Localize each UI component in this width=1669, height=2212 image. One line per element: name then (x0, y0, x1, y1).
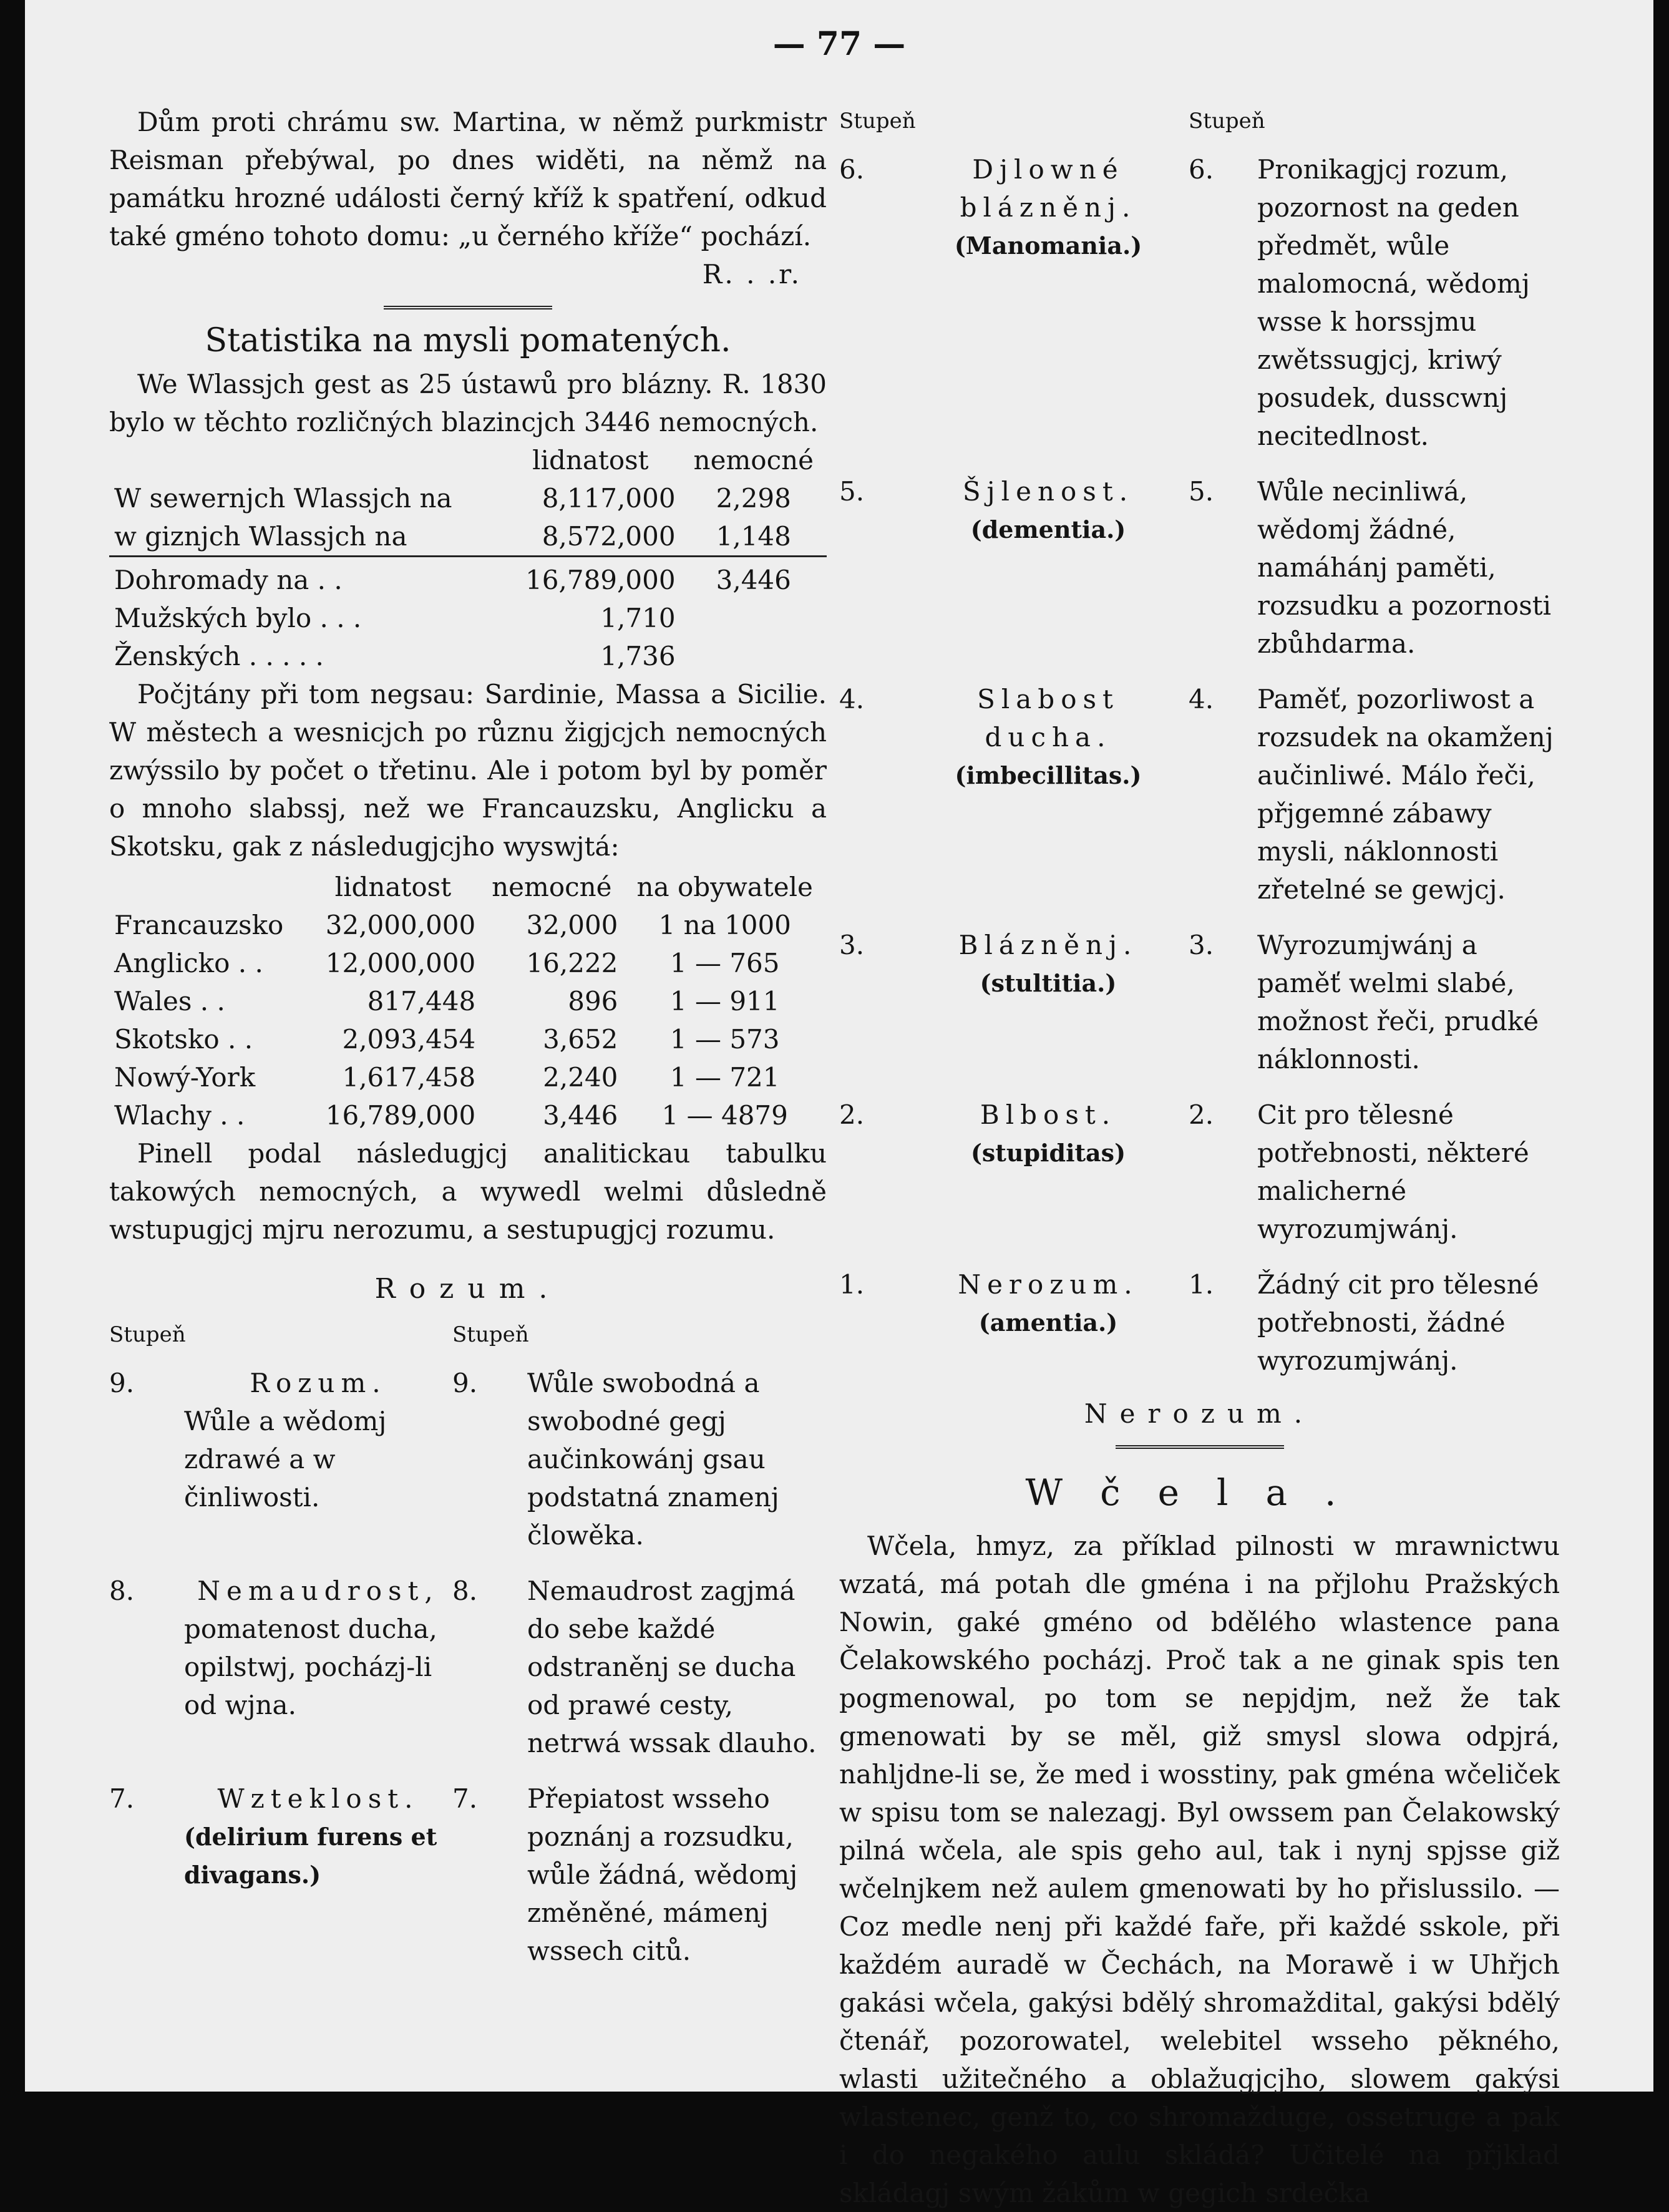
table-cell: Mužských bylo . . . (114, 603, 362, 633)
table-header-row (109, 441, 827, 479)
grade-name: Nerozum. (958, 1269, 1139, 1300)
table-cell: 1 — 4879 (661, 1100, 788, 1131)
grade-number: 3. (839, 930, 865, 960)
right-column (839, 103, 1560, 2212)
grade-row (839, 1096, 1560, 1248)
table-row (109, 517, 827, 557)
grade-label: Stupeň (109, 1322, 186, 1347)
grade-latin: (Manomania.) (954, 231, 1142, 260)
table-header-cell: lidnatost (334, 872, 452, 902)
table-row (109, 637, 827, 675)
pinell-paragraph: Pinell podal následugjcj analitickau tabulku takowých nemocných, a wywedl welmi důsledně wstupugjcj mjru nerozumu, a sestupugjcj rozumu. (109, 1138, 827, 1245)
table-cell: 8,117,000 (542, 483, 676, 514)
table-cell: 1 — 721 (669, 1062, 780, 1093)
table-cell: 1 — 911 (669, 986, 780, 1016)
grade-number: 1. (1189, 1269, 1214, 1300)
table-cell: 8,572,000 (542, 521, 676, 552)
grade-number: 5. (1189, 476, 1214, 507)
table-cell: 16,789,000 (325, 1100, 476, 1131)
grade-number: 5. (839, 476, 865, 507)
table-cell: 32,000,000 (325, 910, 476, 940)
grade-latin: (dementia.) (970, 515, 1126, 543)
grade-description: Paměť, pozorliwost a rozsudek na okamženj aučinliwé. Málo řeči, přjgemné zábawy mysli, náklonnosti zřetelné se gewjcj. (1257, 684, 1554, 905)
grade-name: Wzteklost. (217, 1783, 419, 1814)
table-cell: Francauzsko (114, 910, 284, 940)
section-divider (384, 306, 552, 309)
grade-description: Cit pro tělesné potřebnosti, některé malicherné wyrozumjwánj. (1257, 1099, 1529, 1244)
grade-column-headers (109, 1323, 827, 1347)
grade-name-cell (184, 1572, 452, 1762)
grade-number: 6. (839, 154, 865, 185)
grade-number: 9. (452, 1368, 478, 1398)
grade-name: Nemaudrost, (197, 1576, 439, 1606)
table-cell: 12,000,000 (325, 948, 476, 978)
grade-label: Stupeň (1189, 109, 1265, 134)
table-cell: 1,617,458 (342, 1062, 476, 1093)
table-cell: 1 — 573 (669, 1024, 780, 1055)
grade-row (839, 926, 1560, 1078)
table-row (109, 982, 827, 1020)
grade-number: 8. (109, 1576, 135, 1606)
grade-row (839, 1265, 1560, 1380)
table-header-cell (109, 441, 500, 479)
grade-row (109, 1780, 827, 1970)
table-cell: 16,789,000 (500, 557, 680, 600)
grade-number: 6. (1189, 154, 1214, 185)
grade-name: Djlowné blázněnj. (960, 154, 1137, 223)
book-page (25, 0, 1653, 2208)
table-cell: 3,446 (543, 1100, 618, 1131)
grade-name-cell (908, 472, 1189, 663)
intro-paragraph: Dům proti chrámu sw. Martina, w němž purkmistr Reisman přebýwal, po dnes widěti, na němž na památku hrozné události černý kříž k spatření, odkud také gméno tohoto domu: „u černého kříže“ pochází. (109, 107, 827, 251)
table-cell: 1,710 (600, 603, 676, 633)
grade-label: Stupeň (839, 109, 916, 134)
table-cell: 2,093,454 (342, 1024, 476, 1055)
grade-row (839, 150, 1560, 455)
grade-latin: (stultitia.) (980, 969, 1117, 997)
regional-statistics-table (109, 441, 827, 675)
grade-number: 2. (1189, 1099, 1214, 1130)
grade-extra: pomatenost ducha, opilstwj, pocházj-li od wjna. (184, 1614, 437, 1720)
grade-number: 7. (452, 1783, 478, 1814)
table-cell: Dohromady na . . (109, 557, 500, 600)
grade-name-cell (908, 150, 1189, 455)
table-cell: W sewernjch Wlassjch na (114, 483, 452, 514)
article-title: Wčela. (1025, 1471, 1374, 1514)
statistics-paragraph: We Wlassjch gest as 25 ústawů pro blázny. R. 1830 bylo w těchto rozličných blazincjch 3446 nemocných. (109, 369, 827, 437)
grade-description: Wůle swobodná a swobodné gegj aučinkowánj gsau podstatná znamenj člowěka. (527, 1368, 779, 1551)
grade-extra: Wůle a wědomj zdrawé a w činliwosti. (184, 1406, 387, 1513)
grade-number: 7. (109, 1783, 135, 1814)
grade-name-cell (908, 926, 1189, 1078)
table-cell: 32,000 (526, 910, 618, 940)
grade-number: 9. (109, 1368, 135, 1398)
grade-row (839, 472, 1560, 663)
grades-table-left (109, 1323, 827, 1970)
grade-name: Rozum. (250, 1368, 387, 1398)
table-cell: 1,148 (716, 521, 791, 552)
table-cell: 1 na 1000 (658, 910, 791, 940)
grade-name: Blbost. (980, 1099, 1117, 1130)
grade-description: Nemaudrost zagjmá do sebe každé odstraněnj se ducha od prawé cesty, netrwá wssak dlauho. (527, 1576, 817, 1758)
left-column (109, 103, 827, 1970)
article-title: Statistika na mysli pomatených. (205, 322, 731, 359)
table-header-cell: lidnatost (532, 445, 649, 475)
table-row (109, 1020, 827, 1058)
grade-row (109, 1364, 827, 1554)
table-cell: Anglicko . . (114, 948, 263, 978)
section-heading: Rozum. (374, 1273, 562, 1305)
comparison-paragraph: Počjtány při tom negsau: Sardinie, Massa a Sicilie. W městech a wesnicjch po různu žigjcjch nemocných zwýssilo by počet o třetinu. Ale i potom byl by poměr o mnoho slabssj, než we Francauzsku, Anglicku a Skotsku, gak z následugjcjho wyswjtá: (109, 679, 827, 862)
grade-label: Stupeň (452, 1322, 529, 1347)
grade-number: 3. (1189, 930, 1214, 960)
table-row (109, 1096, 827, 1134)
grade-name: Blázněnj. (958, 930, 1138, 960)
table-cell: Skotsko . . (114, 1024, 253, 1055)
grade-description: Žádný cit pro tělesné potřebnosti, žádné wyrozumjwánj. (1257, 1269, 1539, 1376)
grade-name-cell (908, 1096, 1189, 1248)
grade-column-headers (839, 109, 1560, 133)
grade-latin: (stupiditas) (970, 1139, 1126, 1167)
table-cell: 2,240 (543, 1062, 618, 1093)
table-cell: Nowý-York (114, 1062, 256, 1093)
section-divider (1116, 1445, 1284, 1449)
grade-latin: (imbecillitas.) (955, 761, 1142, 789)
grade-number: 4. (1189, 684, 1214, 714)
table-header-cell (109, 868, 306, 906)
table-header-row (109, 868, 827, 906)
table-row (109, 944, 827, 982)
table-cell: 817,448 (367, 986, 476, 1016)
table-header-cell: nemocné (492, 872, 612, 902)
country-statistics-table (109, 868, 827, 1134)
grade-row (839, 680, 1560, 909)
grade-description: Wyrozumjwánj a paměť welmi slabé, možnost řeči, prudké náklonnosti. (1257, 930, 1539, 1074)
grade-latin: (delirium furens et divagans.) (184, 1823, 437, 1889)
grade-description: Wůle necinliwá, wědomj žádné, namáhánj paměti, rozsudku a pozornosti zbůhdarma. (1257, 476, 1552, 659)
table-row (109, 479, 827, 517)
table-header-cell: na obywatele (636, 872, 813, 902)
grade-row (109, 1572, 827, 1762)
grade-number: 2. (839, 1099, 865, 1130)
table-cell: 3,446 (681, 557, 827, 600)
grade-number: 1. (839, 1269, 865, 1300)
grade-description: Přepiatost wsseho poznánj a rozsudku, wůle žádná, wědomj změněné, mámenj wssech citů. (527, 1783, 798, 1966)
wcela-paragraph: Wčela, hmyz, za příklad pilnosti w mrawnictwu wzatá, má potah dle gména i na přjlohu Pražských Nowin, gaké gméno od bdělého wlastence pana Čelakowského pocházj. Proč tak a ne ginak spis ten pogmenowal, po tom se nepjdjm, než že tak gmenowati by se měl, giž smysl slowa odpjrá, nahljdne-li se, že med i wosstiny, pak gména wčeliček w spisu tom se nalezagj. Byl owssem pan Čelakowský pilná wčela, ale spis geho aul, tak i nynj spjsse giž wčelnjkem než aulem gmenowati by ho přislussilo. — Coz medle nenj při každé faře, při každé sskole, při každém auradě w Čechách, na Morawě i w Uhřjch gakási wčela, gakýsi bdělý shromaždital, gakýsi bdělý čtenář, pozorowatel, welebitel wsseho pěkného, wlasti užitečného a oblažugjcjho, slowem gakýsi wlastenec, genž to, co shromažduge, ossetruge a pak i do negakého aulu skládá? Učitelé na přjklad skládagj swým žákům w gegich srdečka (839, 1531, 1560, 2208)
table-cell: Wlachy . . (114, 1100, 245, 1131)
closing-heading: Nerozum. (1084, 1398, 1315, 1429)
table-row (109, 906, 827, 944)
table-header-cell: nemocné (693, 445, 814, 475)
grade-name-cell (184, 1364, 452, 1554)
grade-number: 8. (452, 1576, 478, 1606)
table-cell: 2,298 (716, 483, 791, 514)
grade-name: Slabost ducha. (977, 684, 1119, 753)
table-cell: w giznjch Wlassjch na (114, 521, 407, 552)
grades-table-right (839, 109, 1560, 1380)
author-signature: R. . .r. (702, 259, 802, 290)
page-number: — 77 — (772, 25, 906, 63)
table-row (109, 599, 827, 637)
table-cell: 1 — 765 (669, 948, 780, 978)
grade-number: 4. (839, 684, 865, 714)
grade-name-cell (908, 680, 1189, 909)
table-cell: 1,736 (600, 641, 676, 671)
grade-name: Šjlenost. (962, 476, 1134, 507)
grade-name-cell (184, 1780, 452, 1970)
table-cell: 16,222 (526, 948, 618, 978)
table-row (109, 1058, 827, 1096)
grade-name-cell (908, 1265, 1189, 1380)
table-total-row (109, 557, 827, 600)
table-cell: 3,652 (543, 1024, 618, 1055)
table-cell: Ženských . . . . . (114, 641, 324, 671)
grade-description: Pronikagjcj rozum, pozornost na geden předmět, wůle malomocná, wědomj wsse k horssjmu zwětssugjcj, kriwý posudek, dusscwnj necitedlnost. (1257, 154, 1530, 451)
grade-latin: (amentia.) (978, 1308, 1118, 1337)
table-cell: 896 (568, 986, 618, 1016)
table-cell: Wales . . (114, 986, 225, 1016)
